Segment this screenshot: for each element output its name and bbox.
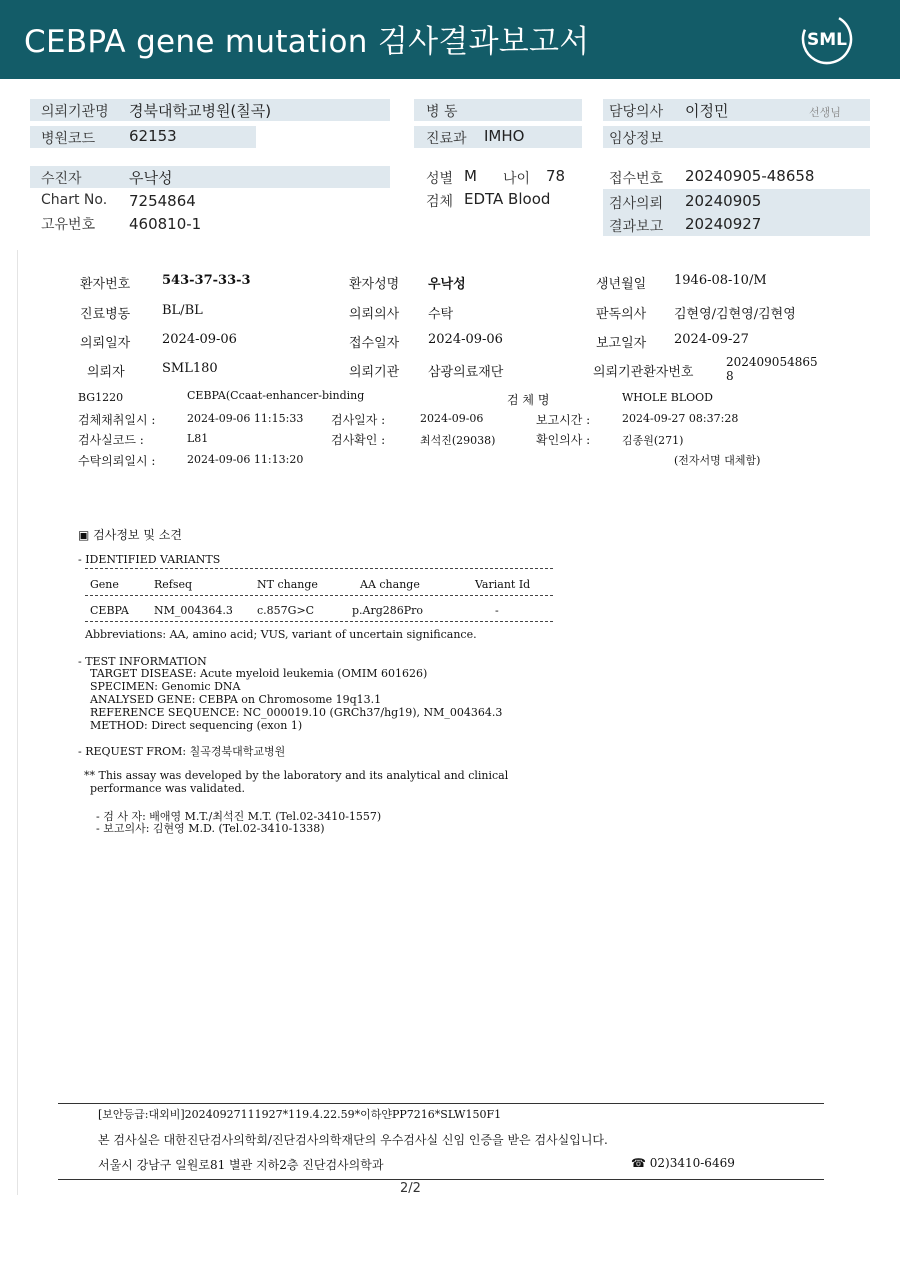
org-patient-no-1: 202409054865 xyxy=(726,355,818,369)
footer-rule-bottom xyxy=(58,1179,824,1180)
hospital-code: 62153 xyxy=(129,127,177,145)
recv-date-label: 접수일자 xyxy=(349,336,400,351)
phone-line: ☎ 02)3410-6469 xyxy=(631,1156,735,1170)
report-time-label: 보고시간 : xyxy=(536,413,591,427)
test-info-line: METHOD: Direct sequencing (exon 1) xyxy=(90,719,303,732)
test-info-line: REFERENCE SEQUENCE: NC_000019.10 (GRCh37/hg19), NM_004364.3 xyxy=(90,706,503,719)
test-name: CEBPA(Ccaat-enhancer-binding xyxy=(187,389,365,402)
col-aa: AA change xyxy=(360,578,420,591)
test-info-line: ANALYSED GENE: CEBPA on Chromosome 19q13.1 xyxy=(90,693,382,706)
req-date-label: 의뢰일자 xyxy=(80,336,131,351)
col-nt: NT change xyxy=(257,578,318,591)
requesting-org: 경북대학교병원(칠곡) xyxy=(129,102,272,120)
confirm-label: 검사확인 : xyxy=(331,433,386,447)
doctor-value: 이정민 xyxy=(685,102,729,120)
req-date: 2024-09-06 xyxy=(162,332,237,347)
test-date: 2024-09-06 xyxy=(420,412,484,425)
request-label: 검사의뢰 xyxy=(609,196,664,212)
col-refseq: Refseq xyxy=(154,578,193,591)
confirm-doctor: 김종원(271) xyxy=(622,434,684,447)
outsource: 2024-09-06 11:13:20 xyxy=(187,453,304,466)
page-number: 2/2 xyxy=(400,1181,421,1196)
assay-note-2: performance was validated. xyxy=(90,782,245,795)
age-label: 나이 xyxy=(503,171,531,187)
request-date: 20240905 xyxy=(685,192,762,210)
abbreviations: Abbreviations: AA, amino acid; VUS, variant of uncertain significance. xyxy=(85,628,477,641)
specimen-name-label: 검 체 명 xyxy=(507,393,550,407)
confirm: 최석진(29038) xyxy=(420,434,496,447)
receipt-label: 접수번호 xyxy=(609,171,664,187)
dept-value: IMHO xyxy=(484,127,525,145)
dept-label: 진료과 xyxy=(426,131,467,147)
req-org-label: 의뢰기관 xyxy=(349,365,400,380)
test-info-title: - TEST INFORMATION xyxy=(78,655,207,668)
ward-2: BL/BL xyxy=(162,303,203,318)
unique-value: 460810-1 xyxy=(129,215,202,233)
table-rule-top xyxy=(85,568,553,569)
cell-variant: - xyxy=(495,604,499,617)
specimen-name: WHOLE BLOOD xyxy=(622,391,713,404)
org-patient-no-label: 의뢰기관환자번호 xyxy=(593,365,694,380)
test-info-line: TARGET DISEASE: Acute myeloid leukemia (OMIM 601626) xyxy=(90,667,428,680)
report-time: 2024-09-27 08:37:28 xyxy=(622,412,739,425)
patient-name: 우낙성 xyxy=(428,277,466,292)
unique-label: 고유번호 xyxy=(41,217,96,233)
collect: 2024-09-06 11:15:33 xyxy=(187,412,304,425)
ward-label-2: 진료병동 xyxy=(80,307,131,322)
cell-refseq: NM_004364.3 xyxy=(154,604,233,617)
patient-value: 우낙성 xyxy=(129,169,173,187)
req-doctor: 수탁 xyxy=(428,307,454,322)
age-value: 78 xyxy=(546,167,566,185)
report-date-label-2: 보고일자 xyxy=(596,336,647,351)
security-line: [보안등급:대외비]20240927111927*119.4.22.59*이하얀PP7216*SLW150F1 xyxy=(98,1108,502,1121)
report-label: 결과보고 xyxy=(609,219,664,235)
test-info-line: SPECIMEN: Genomic DNA xyxy=(90,680,241,693)
chart-label: Chart No. xyxy=(41,192,108,208)
lab-code-label: 검사실코드 : xyxy=(78,433,144,447)
org-patient-no-2: 8 xyxy=(726,369,734,383)
req-org: 삼광의료재단 xyxy=(428,365,504,380)
reporter: - 보고의사: 김현영 M.D. (Tel.02-3410-1338) xyxy=(96,822,325,835)
reader: 김현영/김현영/김현영 xyxy=(674,307,796,322)
req-doctor-label: 의뢰의사 xyxy=(349,307,400,322)
sml-logo xyxy=(800,12,854,66)
cert-line: 본 검사실은 대한진단검사의학회/진단검사의학재단의 우수검사실 신임 인증을 받은 검사실입니다. xyxy=(98,1133,608,1147)
tester: - 검 사 자: 배애영 M.T./최석진 M.T. (Tel.02-3410-1557) xyxy=(96,810,382,823)
cell-nt: c.857G>C xyxy=(257,604,315,617)
table-rule-mid xyxy=(85,595,553,596)
sex-label: 성별 xyxy=(426,171,454,187)
footer-rule-top xyxy=(58,1103,824,1104)
report-date: 20240927 xyxy=(685,215,762,233)
requester: SML180 xyxy=(162,361,218,376)
section-title: ▣ 검사정보 및 소견 xyxy=(78,528,182,542)
outsource-label: 수탁의뢰일시 : xyxy=(78,454,156,468)
test-code: BG1220 xyxy=(78,391,124,404)
cell-aa: p.Arg286Pro xyxy=(352,604,424,617)
col-variant: Variant Id xyxy=(475,578,531,591)
doctor-label: 담당의사 xyxy=(609,104,664,120)
request-from: - REQUEST FROM: 칠곡경북대학교병원 xyxy=(78,745,286,758)
lab-code: L81 xyxy=(187,432,209,445)
patient-no-label: 환자번호 xyxy=(80,277,131,292)
birth-label: 생년월일 xyxy=(596,277,647,292)
report-date-2: 2024-09-27 xyxy=(674,332,749,347)
specimen-label: 검체 xyxy=(426,194,454,210)
cell-gene: CEBPA xyxy=(90,604,129,617)
table-rule-bottom xyxy=(85,621,553,622)
requester-label: 의뢰자 xyxy=(87,365,125,380)
identified-title: - IDENTIFIED VARIANTS xyxy=(78,553,221,566)
birth: 1946-08-10/M xyxy=(674,273,767,288)
requesting-org-label: 의뢰기관명 xyxy=(41,104,109,120)
report-header xyxy=(0,0,900,79)
specimen-value: EDTA Blood xyxy=(464,190,551,208)
hospital-code-label: 병원코드 xyxy=(41,131,96,147)
clinical-label: 임상정보 xyxy=(609,131,664,147)
chart-value: 7254864 xyxy=(129,192,196,210)
report-title: CEBPA gene mutation 검사결과보고서 xyxy=(24,24,590,60)
recv-date: 2024-09-06 xyxy=(428,332,503,347)
receipt-value: 20240905-48658 xyxy=(685,167,815,185)
patient-name-label: 환자성명 xyxy=(349,277,400,292)
test-date-label: 검사일자 : xyxy=(331,413,386,427)
col-gene: Gene xyxy=(90,578,119,591)
svg-text:SML: SML xyxy=(807,30,847,50)
esign: (전자서명 대체함) xyxy=(674,454,761,467)
reader-label: 판독의사 xyxy=(596,307,647,322)
address-line: 서울시 강남구 일원로81 별관 지하2층 진단검사의학과 xyxy=(98,1158,384,1172)
collect-label: 검체채취일시 : xyxy=(78,413,156,427)
sex-value: M xyxy=(464,167,477,185)
doctor-suffix: 선생님 xyxy=(809,106,841,119)
confirm-doctor-label: 확인의사 : xyxy=(536,433,591,447)
patient-bar xyxy=(30,166,390,188)
ward-label: 병 동 xyxy=(426,104,458,120)
patient-label: 수진자 xyxy=(41,171,82,187)
assay-note-1: ** This assay was developed by the laboratory and its analytical and clinical xyxy=(84,769,509,782)
patient-no: 543-37-33-3 xyxy=(162,273,251,288)
